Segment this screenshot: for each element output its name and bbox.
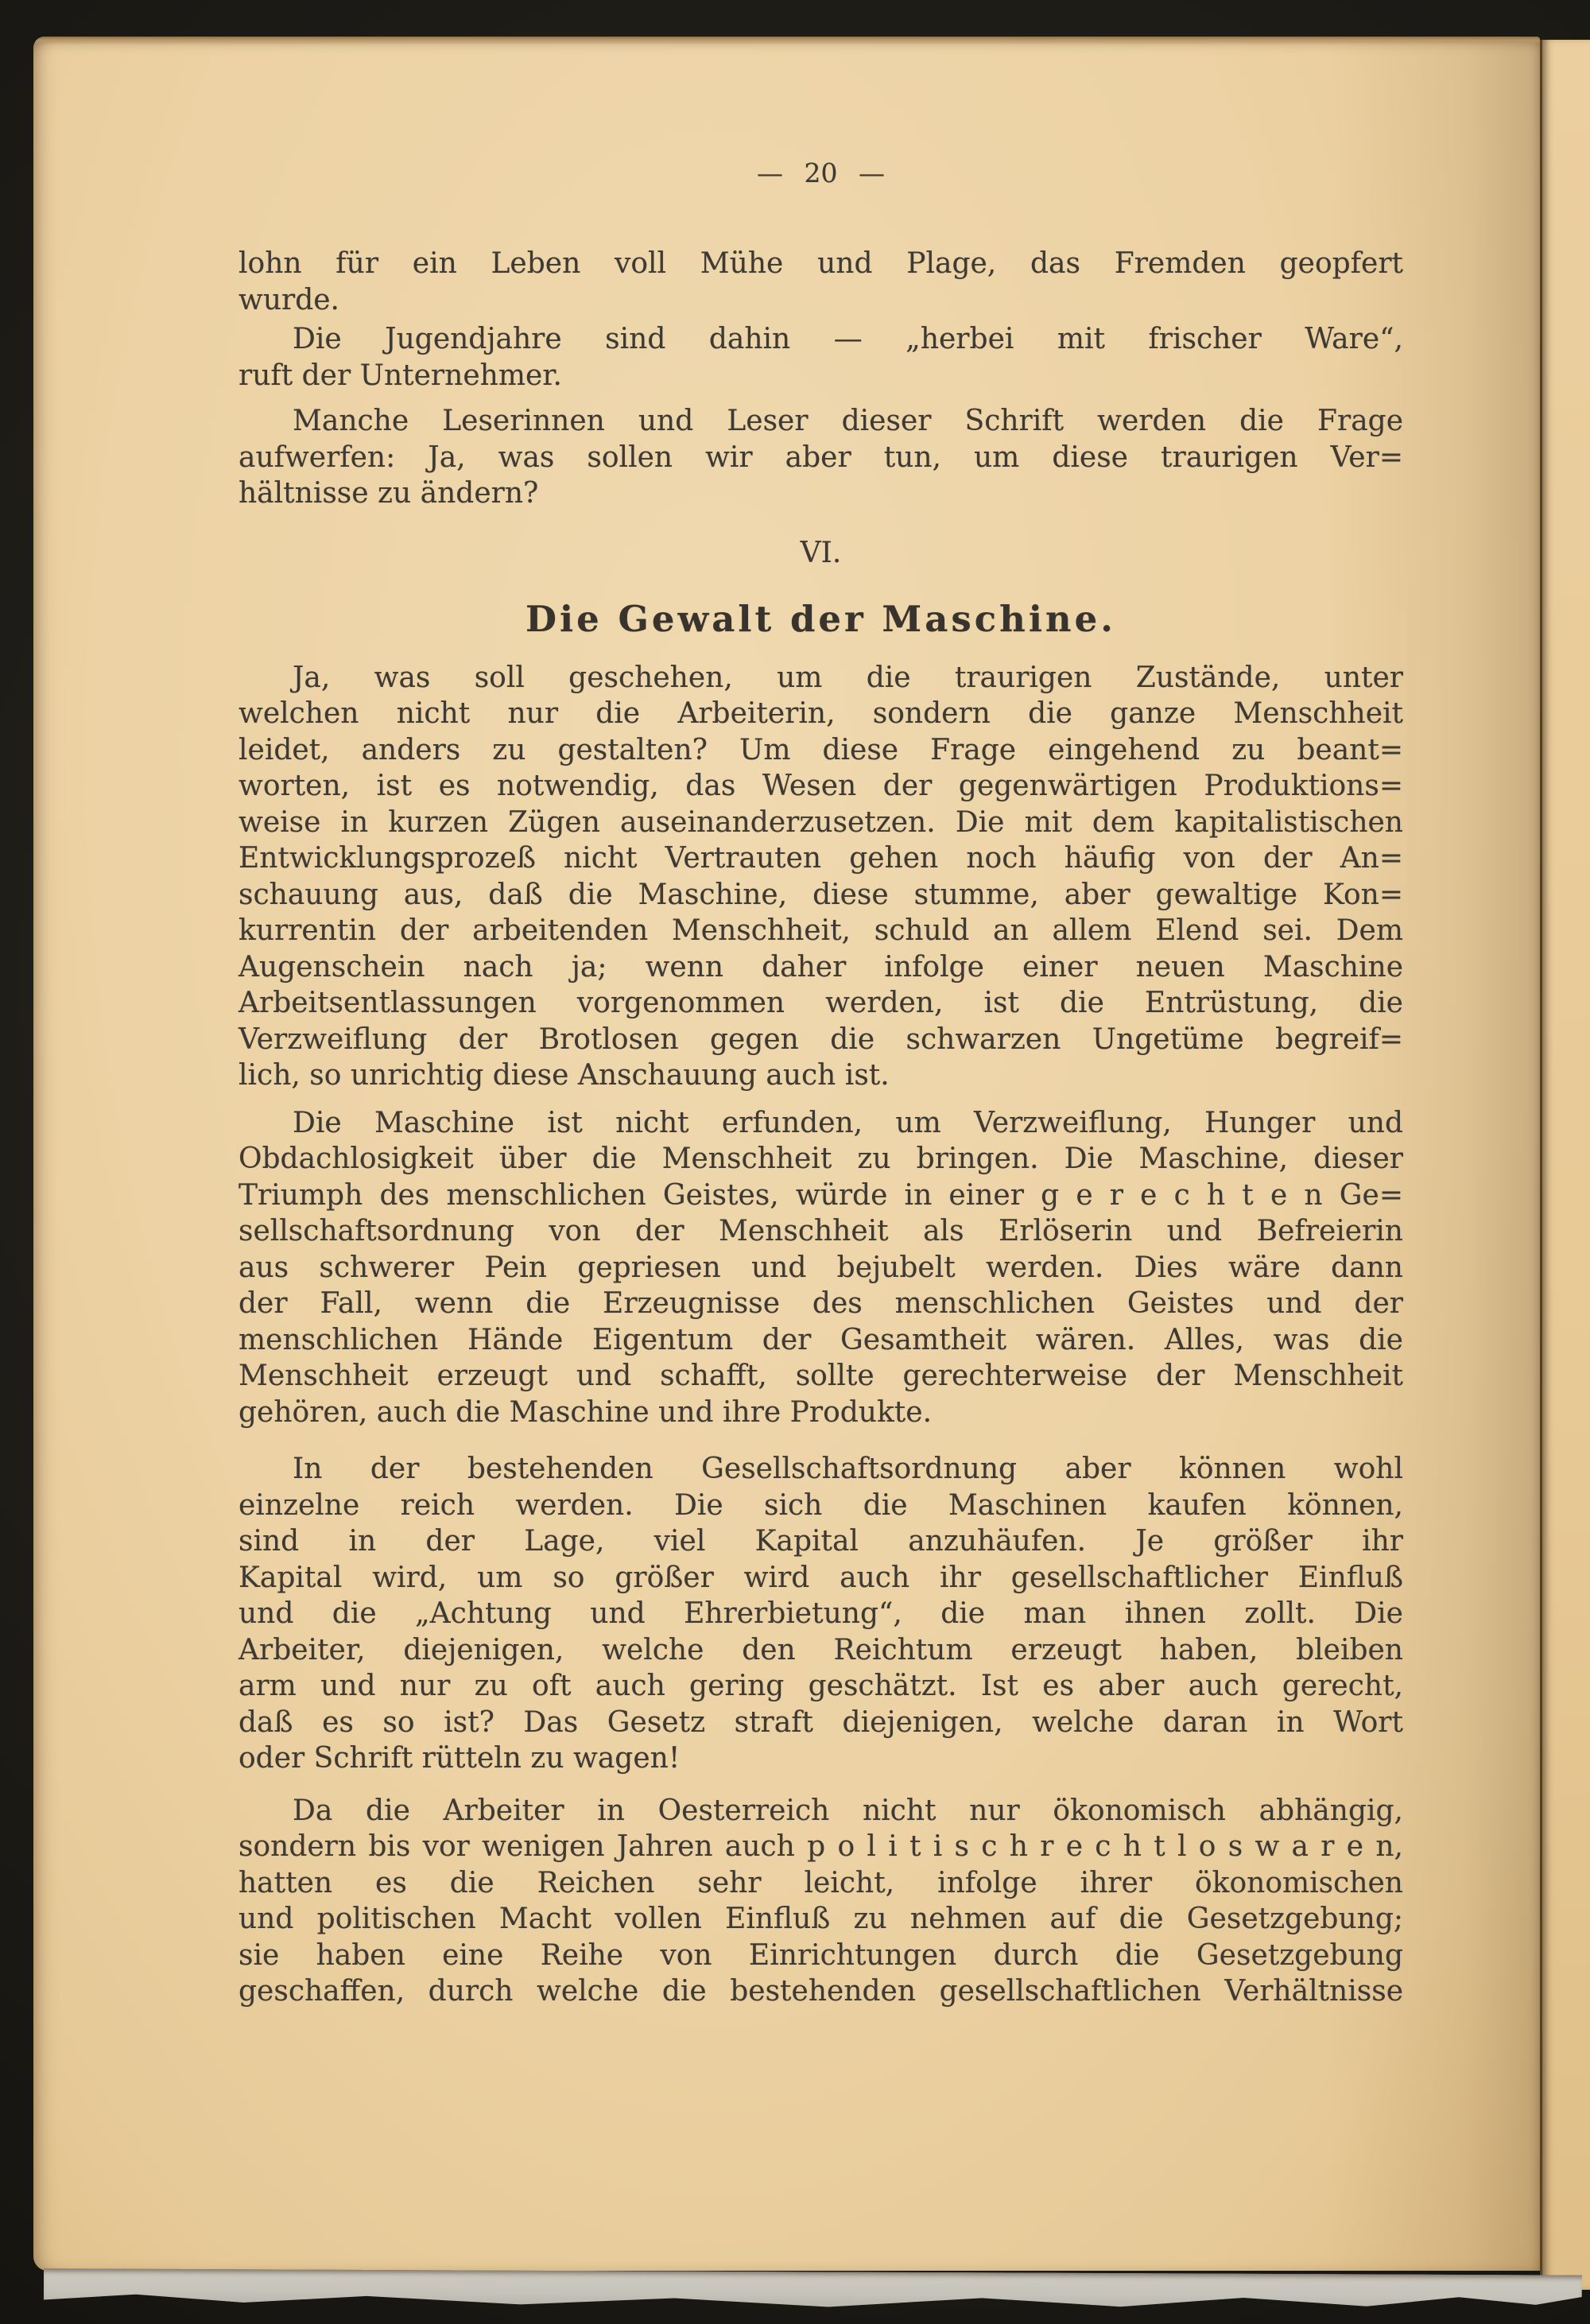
text-line: Arbeiter, diejenigen, welche den Reichtum erzeugt haben, bleiben xyxy=(238,1633,1403,1666)
text-line: geschaffen, durch welche die bestehenden gesellschaftlichen Verhältnisse xyxy=(238,1975,1403,2008)
text-line: Da die Arbeiter in Oesterreich nicht nur ökonomisch abhängig, xyxy=(293,1794,1403,1827)
text-line: arm und nur zu oft auch gering geschätzt. Ist es aber auch gerecht, xyxy=(238,1670,1403,1702)
text-line: Obdachlosigkeit über die Menschheit zu bringen. Die Maschine, dieser xyxy=(238,1143,1403,1175)
text-line: Menschheit erzeugt und schafft, sollte gerechterweise der Menschheit xyxy=(238,1360,1403,1392)
text-line: Kapital wird, um so größer wird auch ihr gesellschaftlicher Einfluß xyxy=(238,1561,1403,1594)
page-number: — 20 — xyxy=(757,157,885,188)
intro-paragraphs xyxy=(238,246,1403,512)
paragraph xyxy=(238,321,1403,394)
text-line: In der bestehenden Gesellschaftsordnung aber können wohl xyxy=(293,1453,1403,1485)
text-line: hatten es die Reichen sehr leicht, infolge ihrer ökonomischen xyxy=(238,1866,1403,1899)
text-line: welchen nicht nur die Arbeiterin, sondern die ganze Menschheit xyxy=(238,697,1403,730)
text-line: ruft der Unternehmer. xyxy=(238,359,562,392)
text-line: kurrentin der arbeitenden Menschheit, schuld an allem Elend sei. Dem xyxy=(238,914,1403,947)
book-page xyxy=(33,37,1540,2271)
text-line: Die Maschine ist nicht erfunden, um Verzweiflung, Hunger und xyxy=(293,1106,1403,1139)
text-line: schauung aus, daß die Maschine, diese stumme, aber gewaltige Kon= xyxy=(238,878,1403,911)
text-line: Arbeitsentlassungen vorgenommen werden, ist die Entrüstung, die xyxy=(238,987,1403,1019)
chapter-title: Die Gewalt der Maschine. xyxy=(525,597,1116,640)
chapter-numeral: VI. xyxy=(800,536,842,569)
text-line: hältnisse zu ändern? xyxy=(238,477,539,510)
paragraph xyxy=(238,1451,1403,1777)
text-column xyxy=(238,157,1403,2010)
text-line: leidet, anders zu gestalten? Um diese Frage eingehend zu beant= xyxy=(238,733,1403,766)
text-line: Die Jugendjahre sind dahin — „herbei mit frischer Ware“, xyxy=(293,323,1403,355)
text-line: weise in kurzen Zügen auseinanderzusetzen. Die mit dem kapitalistischen xyxy=(238,805,1403,839)
text-line: Ja, was soll geschehen, um die traurigen Zustände, unter xyxy=(293,661,1403,694)
text-line: aus schwerer Pein gepriesen und bejubelt werden. Dies wäre dann xyxy=(238,1251,1403,1284)
text-line: Triumph des menschlichen Geistes, würde in einer g e r e c h t e n Ge= xyxy=(238,1178,1403,1212)
paragraph xyxy=(238,403,1403,512)
text-line: lich, so unrichtig diese Anschauung auch ist. xyxy=(238,1059,890,1092)
text-line: einzelne reich werden. Die sich die Maschinen kaufen können, xyxy=(238,1488,1403,1522)
text-line: Augenschein nach ja; wenn daher infolge einer neuen Maschine xyxy=(238,950,1403,984)
paragraph xyxy=(238,1793,1403,2010)
text-line: und die „Achtung und Ehrerbietung“, die man ihnen zollt. Die xyxy=(238,1597,1403,1630)
text-line: der Fall, wenn die Erzeugnisse des menschlichen Geistes und der xyxy=(238,1287,1403,1320)
text-line: wurde. xyxy=(238,283,340,316)
text-line: sie haben eine Reihe von Einrichtungen durch die Gesetzgebung xyxy=(238,1938,1403,1972)
text-line: worten, ist es notwendig, das Wesen der gegenwärtigen Produktions= xyxy=(238,770,1403,802)
paragraph xyxy=(238,1105,1403,1431)
text-line: Entwicklungsprozeß nicht Vertrauten gehen noch häufig von der An= xyxy=(238,842,1403,875)
text-line: gehören, auch die Maschine und ihre Produkte. xyxy=(238,1395,933,1429)
paragraph xyxy=(238,246,1403,318)
text-line: daß es so ist? Das Gesetz straft diejenigen, welche daran in Wort xyxy=(238,1705,1403,1739)
text-line: lohn für ein Leben voll Mühe und Plage, das Fremden geopfert xyxy=(238,247,1403,280)
text-line: und politischen Macht vollen Einfluß zu nehmen auf die Gesetzgebung; xyxy=(238,1903,1403,1935)
text-line: menschlichen Hände Eigentum der Gesamtheit wären. Alles, was die xyxy=(238,1323,1403,1356)
text-line: sind in der Lage, viel Kapital anzuhäufen. Je größer ihr xyxy=(238,1525,1403,1558)
paragraph xyxy=(238,660,1403,1094)
text-line: Manche Leserinnen und Leser dieser Schrift werden die Frage xyxy=(293,405,1403,437)
page-stack-fore-edge xyxy=(44,2268,1582,2311)
chapter-paragraphs xyxy=(238,660,1403,2010)
text-line: oder Schrift rütteln zu wagen! xyxy=(238,1742,681,1775)
adjacent-page-sliver xyxy=(1540,40,1590,2290)
text-line: sellschaftsordnung von der Menschheit als Erlöserin und Befreierin xyxy=(238,1215,1403,1247)
text-line: sondern bis vor wenigen Jahren auch p o l i t i s c h r e c h t l o s w a r e n, xyxy=(238,1830,1403,1863)
text-line: Verzweiflung der Brotlosen gegen die schwarzen Ungetüme begreif= xyxy=(238,1022,1403,1056)
text-line: aufwerfen: Ja, was sollen wir aber tun, um diese traurigen Ver= xyxy=(238,440,1403,474)
page-top-edge xyxy=(33,37,1540,45)
